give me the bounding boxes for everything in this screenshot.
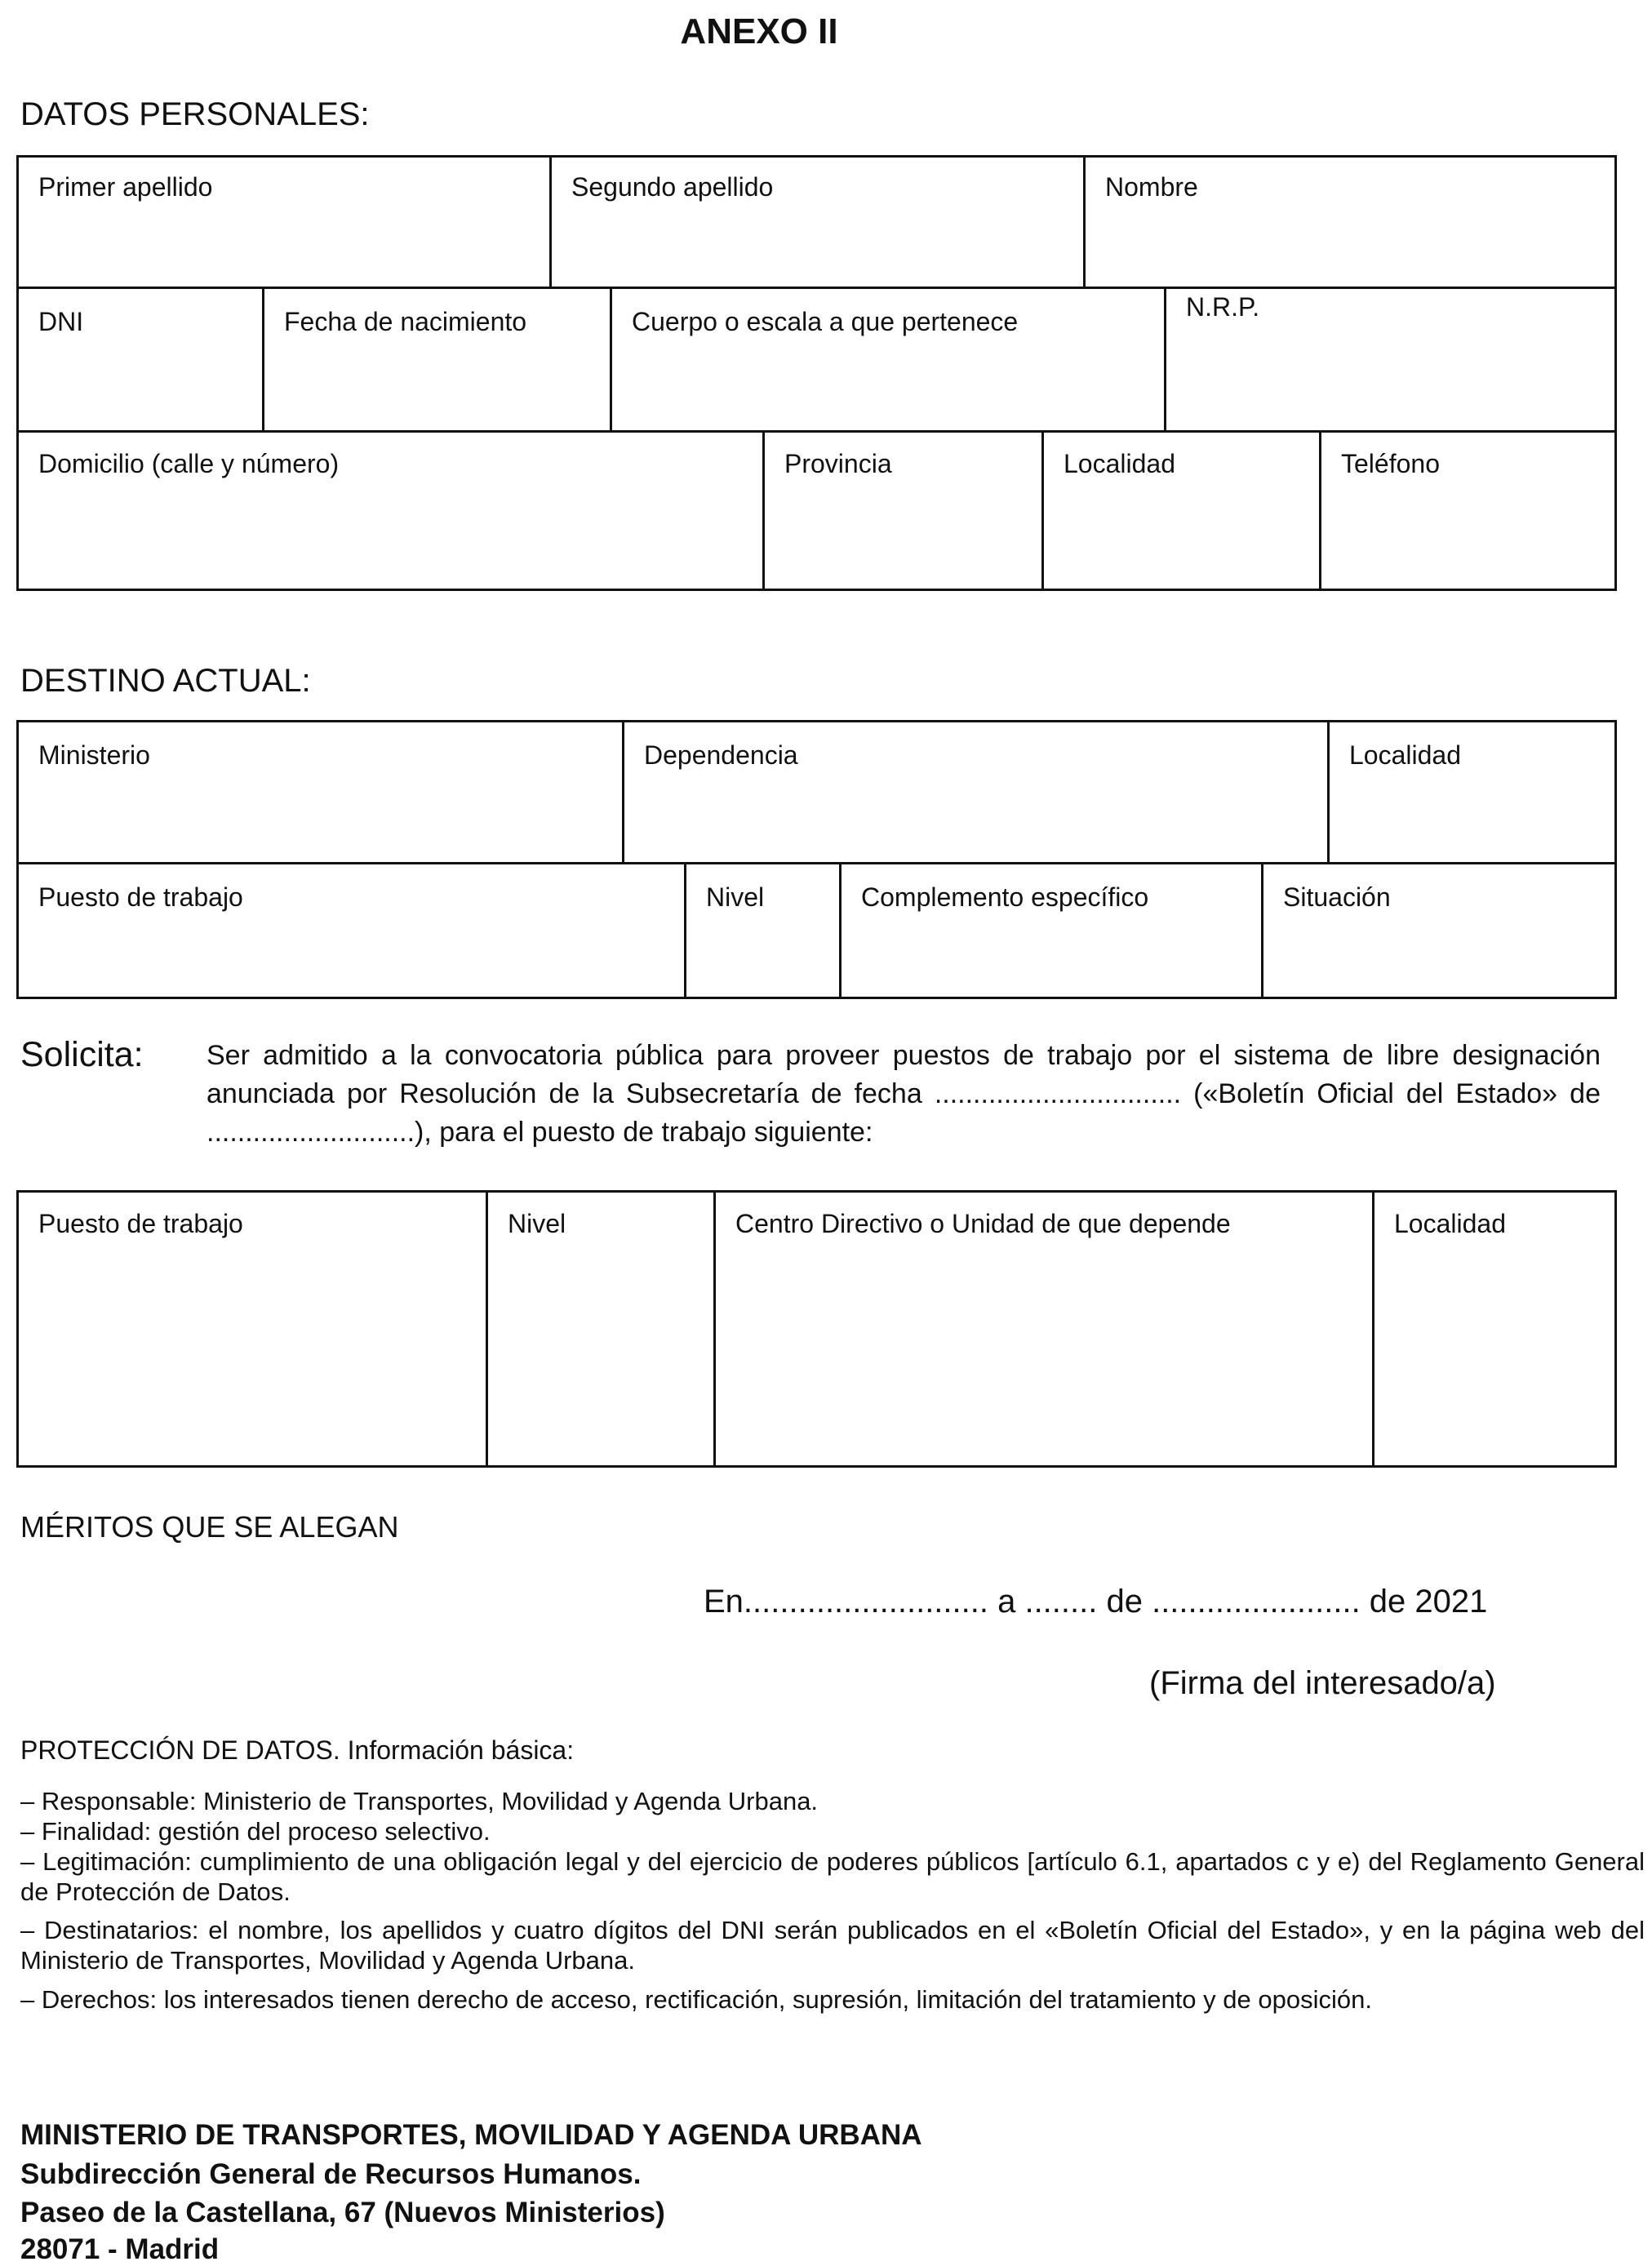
field-complemento-especifico[interactable]: [839, 862, 1263, 999]
field-primer-apellido[interactable]: [16, 155, 552, 289]
field-label: N.R.P.: [1186, 292, 1260, 322]
data-protection-title: PROTECCIÓN DE DATOS. Información básica:: [20, 1735, 575, 1765]
field-label: Situación: [1283, 882, 1391, 912]
document-title: ANEXO II: [680, 11, 838, 51]
field-situacion[interactable]: [1261, 862, 1617, 999]
field-provincia[interactable]: [762, 430, 1044, 591]
field-cuerpo-escala[interactable]: [610, 287, 1166, 433]
solicita-text: Ser admitido a la convocatoria pública para proveer puestos de trabajo por el sistema de libre designación anunciada por Resolución de la Subsecretaría de fecha ................................ («Boletín Oficial del Estado» de ...........................), para el puesto de trabajo siguiente:: [206, 1040, 1601, 1148]
section-heading-meritos: MÉRITOS QUE SE ALEGAN: [20, 1510, 399, 1544]
field-label: Localidad: [1394, 1209, 1506, 1238]
field-localidad-destino[interactable]: [1327, 720, 1617, 864]
field-centro-directivo[interactable]: [713, 1190, 1374, 1468]
solicita-label: Solicita:: [20, 1035, 144, 1074]
field-label: Primer apellido: [38, 172, 213, 202]
footer-ministry: MINISTERIO DE TRANSPORTES, MOVILIDAD Y AGENDA URBANA: [20, 2119, 922, 2151]
field-label: Nivel: [508, 1209, 566, 1238]
field-label: Teléfono: [1341, 449, 1440, 478]
field-ministerio[interactable]: [16, 720, 624, 864]
field-label: Localidad: [1064, 449, 1175, 478]
field-localidad-solicitada[interactable]: [1372, 1190, 1617, 1468]
data-protection-item: – Derechos: los interesados tienen derecho de acceso, rectificación, supresión, limitación del tratamiento y de oposición.: [20, 1985, 1372, 2014]
data-protection-item: – Destinatarios: el nombre, los apellidos y cuatro dígitos del DNI serán publicados en el «Boletín Oficial del Estado», y en la página web del Ministerio de Transportes, Movilidad y Agenda Urbana.: [20, 1916, 1645, 1975]
field-dni[interactable]: [16, 287, 264, 433]
field-localidad[interactable]: [1041, 430, 1321, 591]
field-dependencia[interactable]: [622, 720, 1330, 864]
footer-postal-city: 28071 - Madrid: [20, 2233, 220, 2265]
field-label: Provincia: [784, 449, 892, 478]
field-nivel-actual[interactable]: [684, 862, 842, 999]
field-label: Puesto de trabajo: [38, 1209, 243, 1238]
footer-department: Subdirección General de Recursos Humanos.: [20, 2158, 642, 2190]
field-domicilio[interactable]: [16, 430, 765, 591]
field-label: Localidad: [1349, 740, 1461, 770]
field-telefono[interactable]: [1319, 430, 1617, 591]
field-label: Dependencia: [644, 740, 798, 770]
field-nivel-solicitado[interactable]: [486, 1190, 716, 1468]
section-heading-destino-actual: DESTINO ACTUAL:: [20, 663, 311, 699]
field-label: DNI: [38, 307, 84, 336]
field-puesto-trabajo-actual[interactable]: [16, 862, 686, 999]
data-protection-item: – Finalidad: gestión del proceso selectivo.: [20, 1817, 491, 1846]
data-protection-item: – Responsable: Ministerio de Transportes, Movilidad y Agenda Urbana.: [20, 1787, 819, 1815]
field-label: Cuerpo o escala a que pertenece: [632, 307, 1019, 336]
data-protection-item: – Legitimación: cumplimiento de una obligación legal y del ejercicio de poderes públicos [artículo 6.1, apartados c y e) del Reglamento General de Protección de Datos.: [20, 1847, 1645, 1906]
field-nrp[interactable]: [1164, 287, 1617, 433]
section-heading-datos-personales: DATOS PERSONALES:: [20, 96, 370, 132]
field-label: Complemento específico: [861, 882, 1149, 912]
field-segundo-apellido[interactable]: [549, 155, 1086, 289]
field-label: Puesto de trabajo: [38, 882, 243, 912]
field-label: Domicilio (calle y número): [38, 449, 340, 478]
field-label: Fecha de nacimiento: [284, 307, 527, 336]
signature-label: (Firma del interesado/a): [1149, 1665, 1496, 1701]
field-label: Nombre: [1105, 172, 1198, 202]
field-nombre[interactable]: [1083, 155, 1617, 289]
field-label: Nivel: [706, 882, 765, 912]
field-label: Ministerio: [38, 740, 150, 770]
footer-address: Paseo de la Castellana, 67 (Nuevos Ministerios): [20, 2197, 665, 2228]
field-label: Segundo apellido: [571, 172, 774, 202]
field-fecha-nacimiento[interactable]: [262, 287, 612, 433]
place-date-line: En........................... a ........ de ....................... de 2021: [704, 1584, 1488, 1620]
field-puesto-trabajo-solicitado[interactable]: [16, 1190, 488, 1468]
field-label: Centro Directivo o Unidad de que depende: [735, 1209, 1231, 1238]
